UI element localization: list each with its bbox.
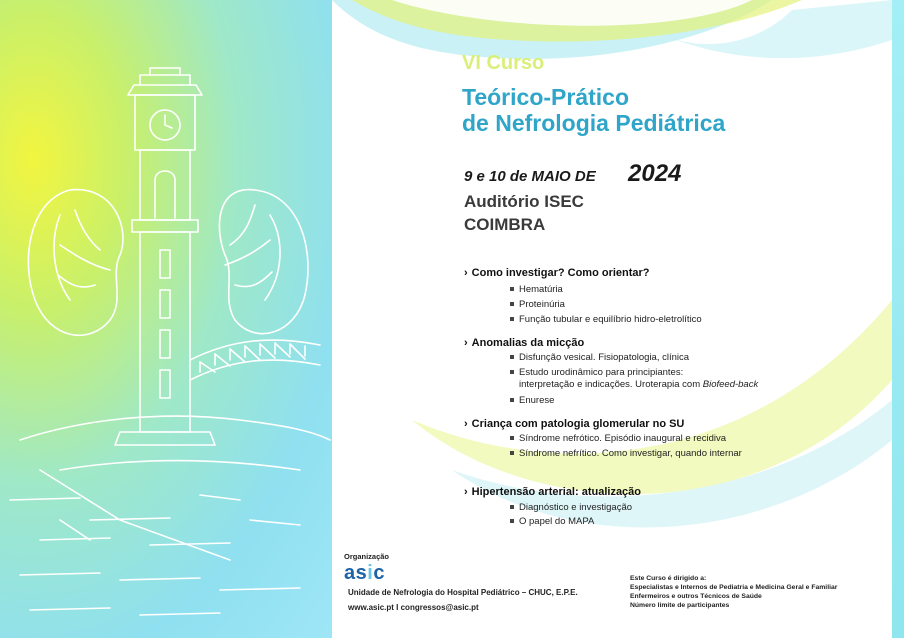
- audience-line: Enfermeiros e outros Técnicos de Saúde: [630, 593, 762, 600]
- program-item: Função tubular e equilíbrio hidro-eletrolítico: [510, 314, 702, 325]
- event-date: 9 e 10 de MAIO DE: [464, 168, 596, 185]
- program-item: Proteinúria: [510, 299, 565, 310]
- organization-label: Organização: [344, 552, 390, 561]
- participant-limit: Número limite de participantes: [630, 602, 730, 609]
- illustration-panel: [0, 0, 332, 638]
- bullet-icon: [510, 436, 514, 440]
- chevron-right-icon: ›: [464, 418, 468, 430]
- bullet-icon: [510, 370, 514, 374]
- program-item: Síndrome nefrítico. Como investigar, quando internar: [510, 448, 742, 459]
- right-edge-strip: [892, 0, 904, 638]
- coimbra-tower-kidneys-illustration: [0, 0, 332, 638]
- chevron-right-icon: ›: [464, 267, 468, 279]
- event-venue: Auditório ISEC: [464, 192, 584, 211]
- bullet-icon: [510, 398, 514, 402]
- event-year: 2024: [628, 160, 682, 187]
- program-item: O papel do MAPA: [510, 516, 594, 527]
- course-title-line2: de Nefrologia Pediátrica: [462, 110, 726, 136]
- audience-heading: Este Curso é dirigido a:: [630, 575, 707, 582]
- event-city: COIMBRA: [464, 215, 546, 234]
- program-item: Enurese: [510, 395, 554, 406]
- chevron-right-icon: ›: [464, 486, 468, 498]
- program-section-title: › Como investigar? Como orientar?: [464, 267, 650, 279]
- audience-line: Especialistas e Internos de Pediatria e Medicina Geral e Familiar: [630, 584, 838, 591]
- bullet-icon: [510, 302, 514, 306]
- bullet-icon: [510, 451, 514, 455]
- bullet-icon: [510, 287, 514, 291]
- program-section-title: › Criança com patologia glomerular no SU: [464, 418, 685, 430]
- program-item: Estudo urodinâmico para principiantes:: [510, 367, 683, 378]
- bullet-icon: [510, 355, 514, 359]
- course-number: VI Curso: [462, 52, 545, 74]
- bullet-icon: [510, 519, 514, 523]
- asic-logo: asic: [344, 562, 385, 584]
- contact-web-email[interactable]: www.asic.pt I congressos@asic.pt: [348, 603, 479, 612]
- bullet-icon: [510, 317, 514, 321]
- chevron-right-icon: ›: [464, 337, 468, 349]
- organizing-unit: Unidade de Nefrologia do Hospital Pediátrico – CHUC, E.P.E.: [348, 588, 578, 597]
- program-item: Síndrome nefrótico. Episódio inaugural e recidiva: [510, 433, 726, 444]
- course-title-line1: Teórico-Prático: [462, 84, 629, 110]
- program-item-continuation: interpretação e indicações. Uroterapia com Biofeed-back: [519, 379, 759, 390]
- program-item: Hematúria: [510, 284, 563, 295]
- program-item: Diagnóstico e investigação: [510, 502, 632, 513]
- bullet-icon: [510, 505, 514, 509]
- program-item: Disfunção vesical. Fisiopatologia, clínica: [510, 352, 689, 363]
- program-section-title: › Hipertensão arterial: atualização: [464, 486, 642, 498]
- program-section-title: › Anomalias da micção: [464, 337, 585, 349]
